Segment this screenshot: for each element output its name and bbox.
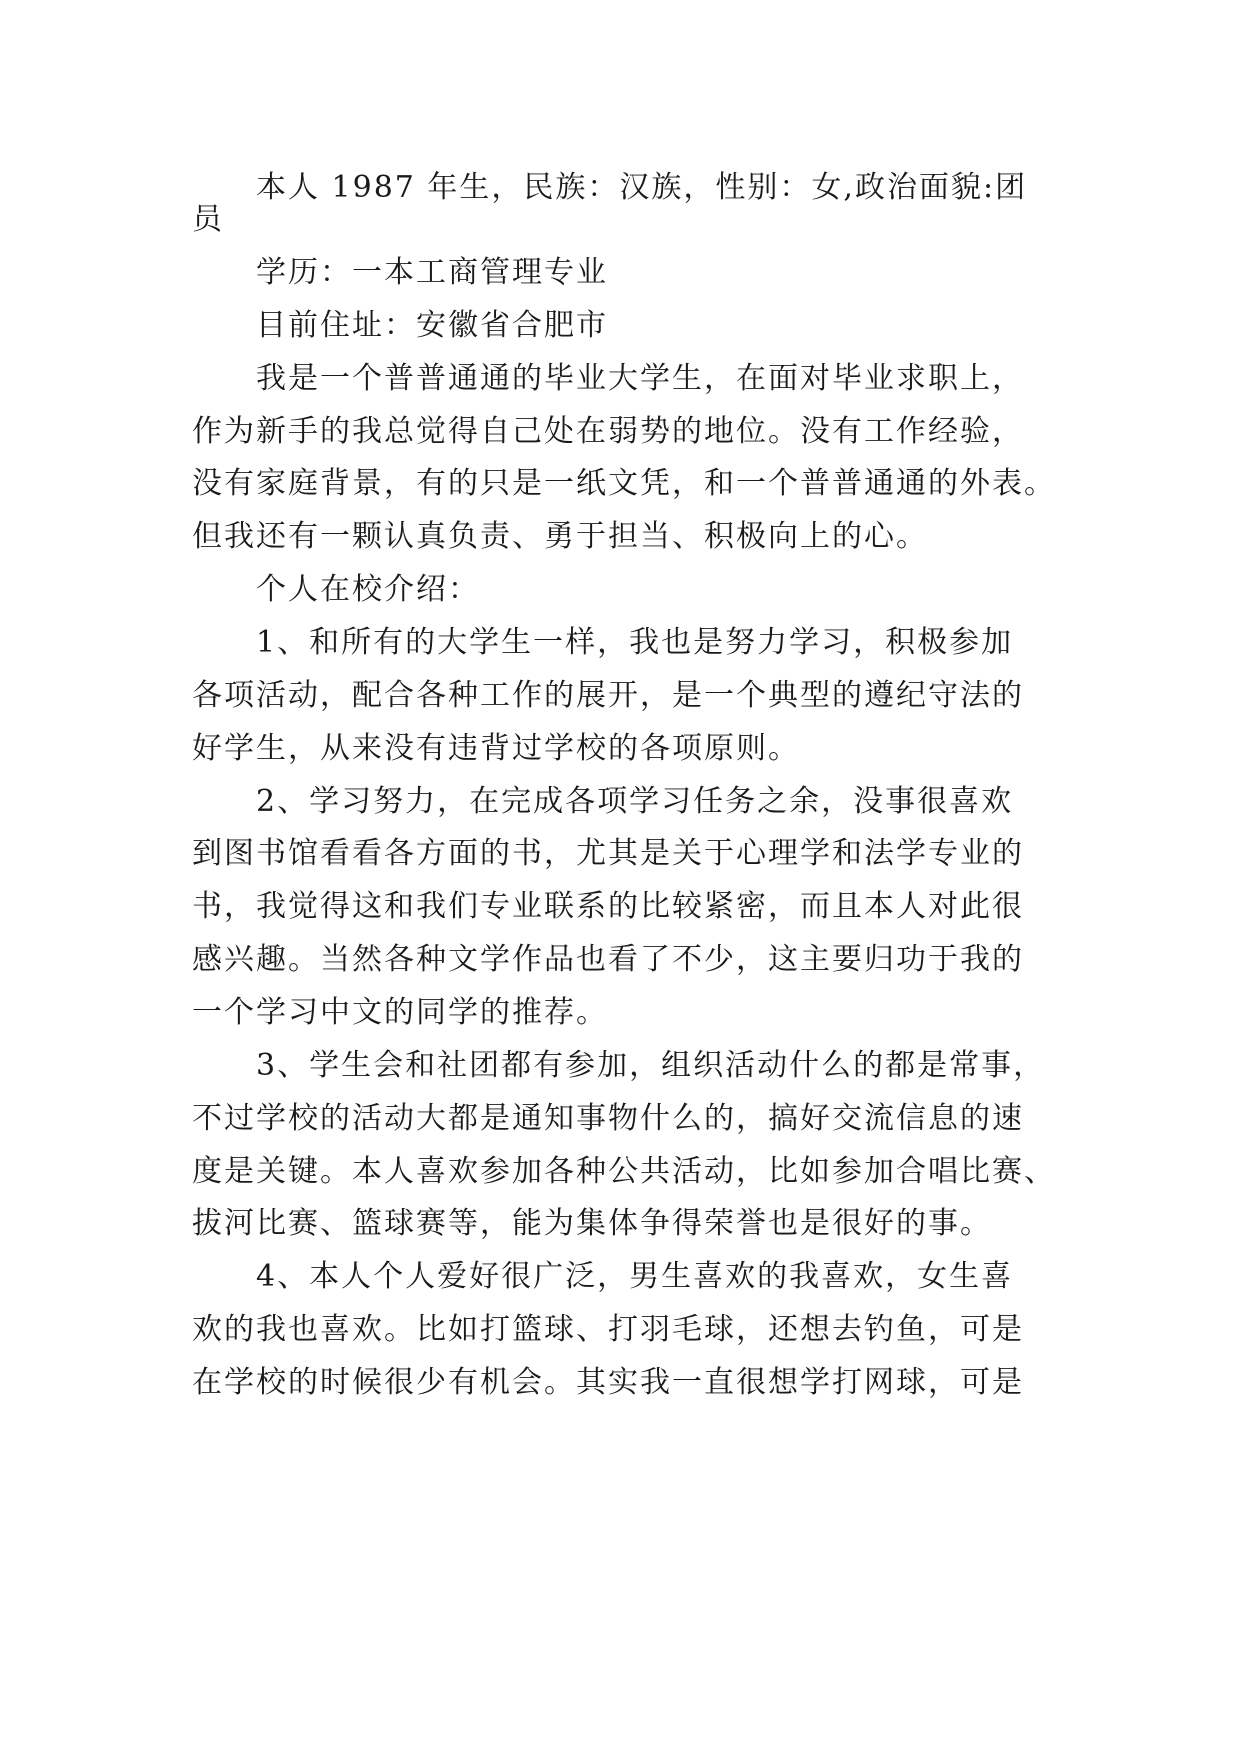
- text-line: 员: [192, 202, 224, 237]
- text-line: 好学生，从来没有违背过学校的各项原则。: [192, 731, 800, 766]
- text-line: 3、学生会和社团都有参加，组织活动什么的都是常事，: [256, 1048, 1046, 1083]
- text-line: 感兴趣。当然各种文学作品也看了不少，这主要归功于我的: [192, 942, 1024, 977]
- text-line: 书，我觉得这和我们专业联系的比较紧密，而且本人对此很: [192, 889, 1024, 924]
- text-line: 作为新手的我总觉得自己处在弱势的地位。没有工作经验，: [192, 414, 1024, 449]
- text-line: 4、本人个人爱好很广泛，男生喜欢的我喜欢，女生喜: [256, 1259, 1014, 1294]
- text-line: 拔河比赛、篮球赛等，能为集体争得荣誉也是很好的事。: [192, 1206, 992, 1241]
- text-line: 一个学习中文的同学的推荐。: [192, 995, 608, 1030]
- text-line: 到图书馆看看各方面的书，尤其是关于心理学和法学专业的: [192, 836, 1024, 871]
- text-line: 但我还有一颗认真负责、勇于担当、积极向上的心。: [192, 519, 928, 554]
- text-line: 欢的我也喜欢。比如打篮球、打羽毛球，还想去钓鱼，可是: [192, 1312, 1024, 1347]
- text-line: 学历：一本工商管理专业: [256, 255, 608, 290]
- text-line: 不过学校的活动大都是通知事物什么的，搞好交流信息的速: [192, 1101, 1024, 1136]
- text-line: 我是一个普普通通的毕业大学生，在面对毕业求职上，: [256, 361, 1024, 396]
- section-heading: 个人在校介绍：: [256, 572, 480, 607]
- text-line: 本人 1987 年生，民族：汉族，性别：女,政治面貌:团: [256, 170, 1028, 205]
- text-line: 度是关键。本人喜欢参加各种公共活动，比如参加合唱比赛、: [192, 1154, 1056, 1189]
- text-line: 目前住址：安徽省合肥市: [256, 308, 608, 343]
- text-line: 没有家庭背景，有的只是一纸文凭，和一个普普通通的外表。: [192, 466, 1056, 501]
- text-line: 在学校的时候很少有机会。其实我一直很想学打网球，可是: [192, 1365, 1024, 1400]
- text-line: 2、学习努力，在完成各项学习任务之余，没事很喜欢: [256, 784, 1014, 819]
- text-line: 1、和所有的大学生一样，我也是努力学习，积极参加: [256, 625, 1014, 660]
- text-line: 各项活动，配合各种工作的展开，是一个典型的遵纪守法的: [192, 678, 1024, 713]
